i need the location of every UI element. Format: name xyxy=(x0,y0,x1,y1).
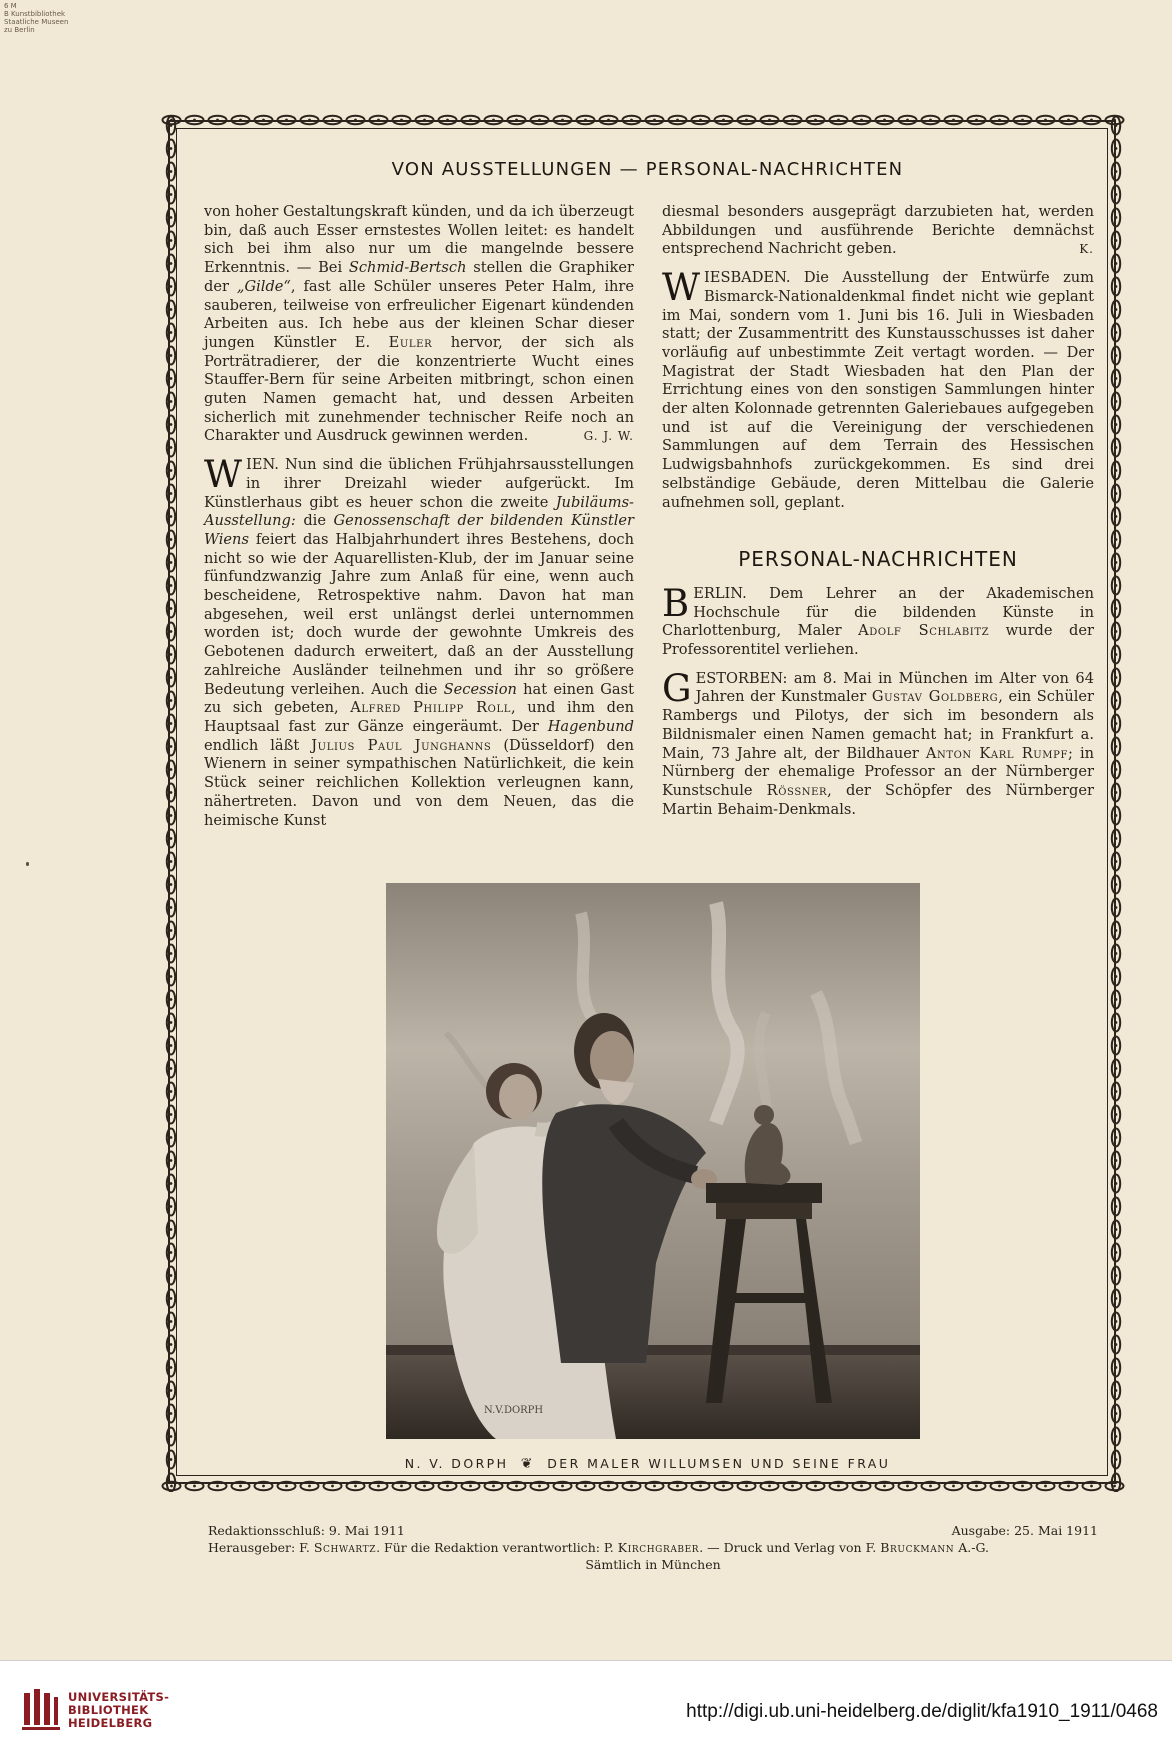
name-smallcaps: Kirchgraber xyxy=(617,1540,700,1555)
svg-text:N.V.DORPH: N.V.DORPH xyxy=(484,1405,544,1416)
text-run: , fast alle Schüler unseres Peter Halm, ihre sauberen, teilweise von erfreulicher Eigenart kündenden Arbeiten aus. Ich hebe aus der kleinen Schar dieser jungen Künstler E. xyxy=(204,277,634,351)
impressum-dates xyxy=(208,1522,1098,1539)
editorial-deadline: Redaktionsschluß: 9. Mai 1911 xyxy=(208,1523,405,1538)
text-run: . Für die Redaktion verantwortlich: P. xyxy=(376,1540,618,1555)
library-stamp xyxy=(4,2,68,34)
drop-cap: W xyxy=(204,453,243,497)
name-smallcaps: Euler xyxy=(388,333,433,351)
name-smallcaps: Julius Paul Junghanns xyxy=(311,736,492,754)
text-run: Herausgeber: F. xyxy=(208,1540,314,1555)
name-smallcaps: Schwartz xyxy=(313,1540,377,1555)
logo-line: BIBLIOTHEK xyxy=(68,1703,149,1717)
permalink-url[interactable]: http://digi.ub.uni-heidelberg.de/diglit/kfa1910_1911/0468 xyxy=(686,1701,1158,1722)
university-logo-text xyxy=(68,1691,169,1730)
stamp-line: zu Berlin xyxy=(4,26,35,34)
paper-speck xyxy=(26,862,29,866)
text-run: hat einen Gast zu sich gebeten, xyxy=(204,680,634,717)
logo-line: UNIVERSITÄTS- xyxy=(68,1690,170,1704)
impressum-publisher-line xyxy=(208,1539,1098,1556)
stamp-line: 6 M xyxy=(4,2,17,10)
text-run: wurde der Professorentitel verliehen. xyxy=(662,622,1095,659)
text-column-right xyxy=(662,203,1094,829)
text-run: hervor, der sich als Porträtradierer, der die konzentrierte Wucht eines Stauffer-Bern für seine Arbeiten mitbringt, schon einen guten Namen gemacht hat, und dessen Arbeiten sicherlich mit zunehmender technischer Reife noch an Charakter und Ausdruck gewinnen werden. xyxy=(204,333,634,445)
text-run: A.-G. xyxy=(954,1540,989,1555)
university-logo-icon xyxy=(22,1687,60,1731)
text-run: endlich läßt xyxy=(204,736,312,754)
logo-line: HEIDELBERG xyxy=(68,1716,153,1730)
section-title: PERSONAL-NACHRICHTEN xyxy=(738,547,1018,572)
text-run: stellen die Graphiker der xyxy=(204,259,634,295)
name-smallcaps: Rössner xyxy=(766,781,828,799)
impressum-location: Sämtlich in München xyxy=(585,1557,721,1572)
name-smallcaps: Gustav Goldberg xyxy=(871,688,999,706)
emphasis: Genossenschaft der bildenden Künstler Wiens xyxy=(204,512,634,548)
paragraph-gestorben xyxy=(662,666,1095,820)
stamp-line: Staatliche Museen xyxy=(4,18,69,26)
caption-title: DER MALER WILLUMSEN UND SEINE FRAU xyxy=(547,1456,891,1471)
paragraph-wien xyxy=(204,453,634,830)
name-smallcaps: Bruckmann xyxy=(880,1540,955,1555)
plate-caption xyxy=(200,1456,1095,1472)
text-run: , der Schöpfer des Nürnberger Martin Behaim-Denkmals. xyxy=(662,781,1094,818)
drop-cap: G xyxy=(662,666,692,710)
author-signoff: G. J. W. xyxy=(583,429,634,444)
text-run: IEN. Nun sind die üblichen Frühjahrsausstellungen in ihrer Dreizahl wieder aufgerückt. Im Künstlerhaus gibt es heuer schon die zweite xyxy=(204,456,634,511)
paragraph-berlin xyxy=(662,581,1095,660)
paragraph-wiesbaden xyxy=(662,266,1094,512)
name-smallcaps: Adolf Schlabitz xyxy=(858,622,990,640)
paragraph-essen xyxy=(204,203,634,446)
impressum xyxy=(208,1522,1098,1573)
text-run: (Düsseldorf) den Wienern in seiner sympathischen Natürlichkeit, die kein Stück seiner reichlichen Kollektion verleugnen kann, nähertreten. Davon und von dem Neuen, das die heimische Kunst xyxy=(204,736,634,829)
text-run: . — Druck und Verlag von F. xyxy=(699,1540,881,1555)
viewer-footer xyxy=(0,1660,1172,1763)
running-header: VON AUSSTELLUNGEN — PERSONAL-NACHRICHTEN xyxy=(391,159,904,180)
issue-date: Ausgabe: 25. Mai 1911 xyxy=(951,1523,1098,1538)
text-run: ESTORBEN: am 8. Mai in München im Alter von 64 Jahren der Kunstmaler xyxy=(695,669,1094,706)
drop-cap: B xyxy=(662,581,690,625)
drop-cap: W xyxy=(662,266,701,310)
paragraph-continuation xyxy=(662,203,1094,259)
emphasis: Hagenbund xyxy=(547,717,634,735)
painting-image xyxy=(386,883,920,1439)
caption-artist: N. V. DORPH xyxy=(404,1456,509,1471)
emphasis: „Gilde“ xyxy=(236,277,291,295)
text-run: die xyxy=(295,512,334,530)
text-run: ; in Nürnberg der ehemalige Professor an der Nürnberger Kunstschule xyxy=(662,744,1095,799)
emphasis: Schmid-Bertsch xyxy=(348,259,467,277)
emphasis: Jubiläums-Ausstellung: xyxy=(204,493,634,530)
stamp-line: B Kunstbibliothek xyxy=(4,10,66,18)
ornament-icon: ❦ xyxy=(520,1456,535,1472)
painting-plate xyxy=(386,883,920,1439)
text-run: feiert das Halbjahrhundert ihres Bestehens, doch nicht so wie der Aquarellisten-Klub, der im Januar seine fünfundzwanzig Jahre zum Anlaß für eine, wenn auch bescheidene, Retrospektive nahm. Davon hat man abgesehen, weil erst unlängst derlei unternommen worden ist; doch wurde der gewohnte Umkreis des Gebotenen dadurch erweitert, daß an der Ausstellung zahlreiche Ausländer teilnehmen und ihr so größere Bedeutung verleihen. Auch die xyxy=(204,530,634,698)
text-run: diesmal besonders ausgeprägt darzubieten hat, werden Abbildungen und ausführende Berichte demnächst entsprechend Nachricht geben. xyxy=(662,203,1094,258)
text-run: , und ihm den Hauptsaal fast zur Gänze eingeräumt. Der xyxy=(204,699,634,735)
author-signoff: K. xyxy=(1079,242,1094,257)
text-run: , ein Schüler Rambergs und Pilotys, der sich im besondern als Bildnismaler einen Namen gemacht hat; in Frankfurt a. Main, 73 Jahre alt, der Bildhauer xyxy=(662,688,1095,762)
text-run: von hoher Gestaltungskraft künden, und da ich überzeugt bin, daß auch Esser ernstestes Wollen leitet: es handelt sich bei ihm also nur um die mangelnde bessere Erkenntnis. — Bei xyxy=(204,203,634,277)
name-smallcaps: Alfred Philipp Roll xyxy=(350,699,511,717)
text-run: IESBADEN. Die Ausstellung der Entwürfe zum Bismarck-Nationaldenkmal findet nicht wie geplant im Mai, sondern vom 1. Juni bis 16. Juli in Wiesbaden statt; der Zusammentritt des Kunstausschusses ist daher vorläufig auf unbestimmte Zeit vertagt worden. — Der Magistrat der Stadt Wiesbaden hat den Plan der Errichtung eines von den sonstigen Sammlungen hinter der alten Kolonnade getrennten Galeriebaues aufgegeben und ist auf die Vereinigung der verschiedenen Sammlungen auf dem Terrain des Hessischen Ludwigsbahnhofs zurückgekommen. Es sind drei selbständige Gebäude, deren Mittelbau die Galerie aufnehmen soll, geplant. xyxy=(662,269,1094,511)
emphasis: Secession xyxy=(443,680,517,698)
text-column-left xyxy=(204,203,634,840)
name-smallcaps: Anton Karl Rumpf xyxy=(925,744,1069,762)
text-run: ERLIN. Dem Lehrer an der Akademischen Hochschule für die bildenden Künste in Charlottenburg, Maler xyxy=(662,584,1094,640)
